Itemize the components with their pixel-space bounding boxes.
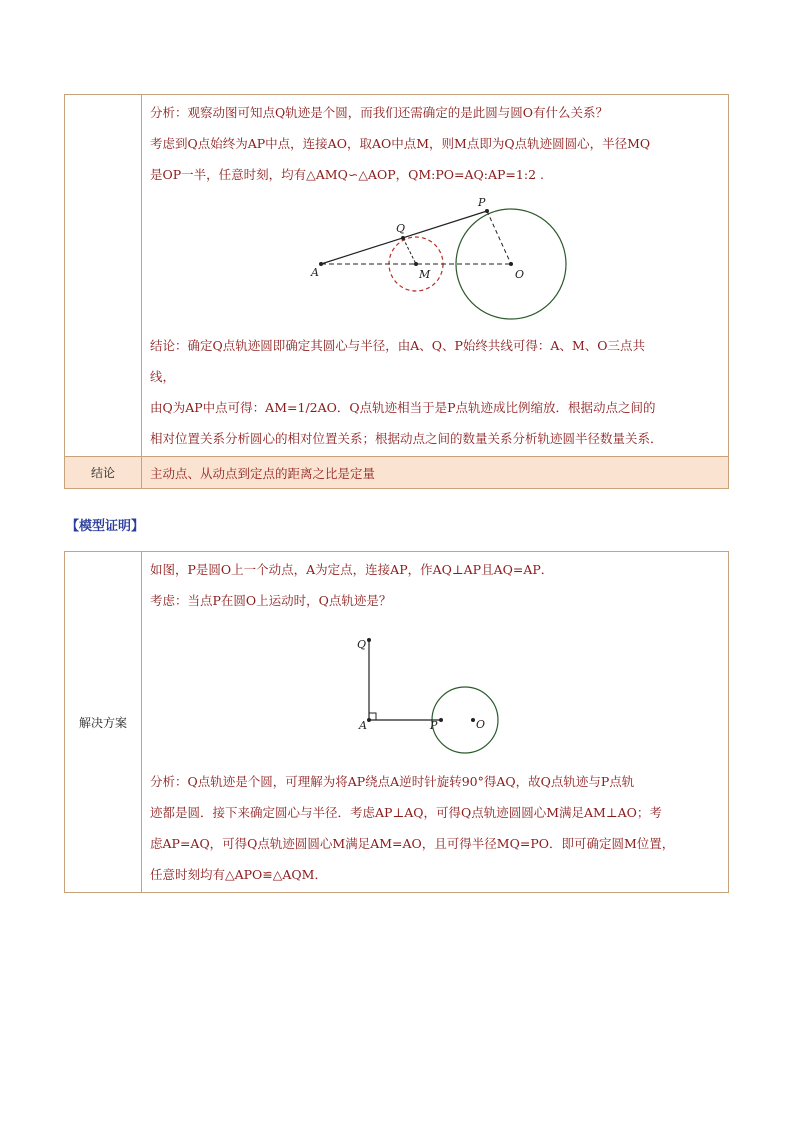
label-p: P (478, 196, 486, 209)
conclusion-line-4: 相对位置关系分析圆心的相对位置关系；根据动点之间的数量关系分析轨迹圆半径数量关系． (150, 431, 663, 446)
proof-analysis-line-2: 迹都是圆．接下来确定圆心与半径．考虑AP⊥AQ，可得Q点轨迹圆圆心M满足AM⊥AO；考 (150, 805, 662, 820)
label-a: A (359, 719, 367, 732)
label-q: Q (396, 222, 406, 235)
proof-row-label: 解决方案 (65, 552, 142, 892)
figure-1 (285, 190, 585, 330)
analysis-line-3: 是OP一半，任意时刻，均有△AMQ∽△AOP，QM:PO=AQ:AP=1:2 . (150, 167, 544, 182)
label-m: M (419, 268, 431, 281)
intro-line-1: 如图，P是圆O上一个动点，A为定点，连接AP，作AQ⊥AP且AQ=AP． (150, 562, 554, 577)
conclusion-row-label: 结论 (65, 457, 142, 488)
point-o (471, 718, 475, 722)
analysis-line-2: 考虑到Q点始终为AP中点，连接AO，取AO中点M，则M点即为Q点轨迹圆圆心，半径MQ (150, 136, 651, 151)
label-p: P (430, 719, 438, 732)
conclusion-row (65, 456, 728, 488)
point-p (485, 209, 489, 213)
conclusion-line-2: 线， (150, 369, 176, 384)
label-o: O (515, 268, 525, 281)
proof-analysis-line-4: 任意时刻均有△APO≌△AQM． (150, 867, 327, 882)
intro-line-2: 考虑：当点P在圆O上运动时，Q点轨迹是？ (150, 593, 392, 608)
proof-analysis-line-1: 分析：Q点轨迹是个圆，可理解为将AP绕点A逆时针旋转90°得AQ，故Q点轨迹与P点轨 (150, 774, 635, 789)
proof-cell (142, 552, 728, 892)
proof-analysis-line-3: 虑AP=AQ，可得Q点轨迹圆圆心M满足AM=AO，且可得半径MQ=PO．即可确定圆M位置， (150, 836, 675, 851)
label-a: A (311, 266, 319, 279)
segment-qm (403, 238, 416, 264)
analysis-row-label (65, 95, 142, 456)
conclusion-row-text: 主动点、从动点到定点的距离之比是定量 (150, 465, 376, 481)
section-heading: 【模型证明】 (66, 519, 145, 534)
point-p (439, 718, 443, 722)
analysis-row (65, 95, 728, 456)
proof-table (64, 551, 729, 893)
analysis-line-1: 分析：观察动图可知点Q轨迹是个圆，而我们还需确定的是此圆与圆O有什么关系？ (150, 105, 608, 120)
point-a (319, 262, 323, 266)
conclusion-line-1: 结论：确定Q点轨迹圆即确定其圆心与半径，由A、Q、P始终共线可得：A、M、O三点共 (150, 338, 646, 353)
point-q (367, 638, 371, 642)
point-m (414, 262, 418, 266)
point-q (401, 236, 405, 240)
analysis-cell (142, 95, 728, 456)
conclusion-line-3: 由Q为AP中点可得：AM=1/2AO．Q点轨迹相当于是P点轨迹成比例缩放．根据动点之间的 (150, 400, 656, 415)
analysis-table (64, 94, 729, 489)
segment-po (487, 211, 511, 264)
label-q: Q (357, 638, 367, 651)
point-a (367, 718, 371, 722)
figure-2 (335, 616, 535, 766)
label-o: O (476, 718, 486, 731)
proof-row (65, 552, 728, 892)
point-o (509, 262, 513, 266)
